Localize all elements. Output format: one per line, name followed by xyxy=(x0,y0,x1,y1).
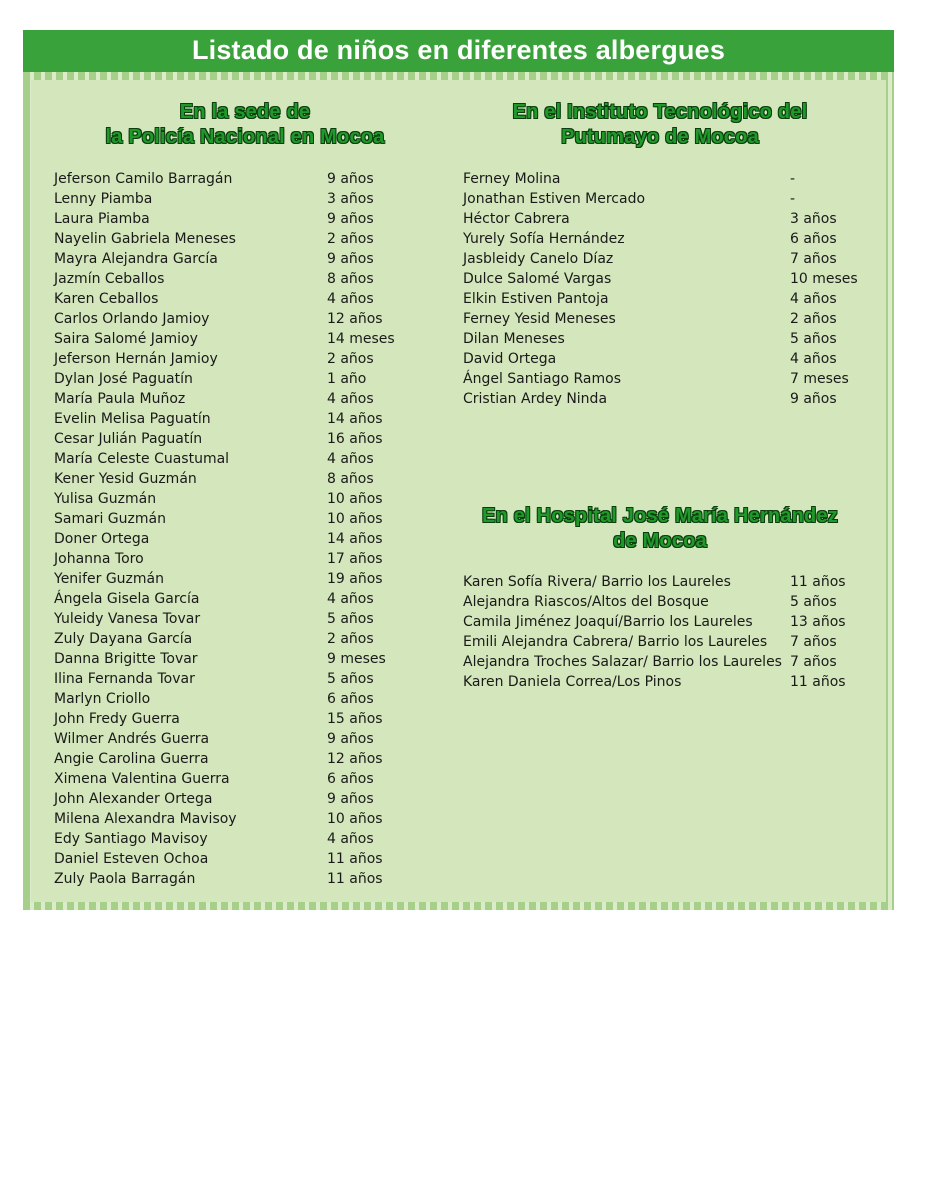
child-name: María Celeste Cuastumal xyxy=(54,451,230,467)
child-age: 15 años xyxy=(327,711,383,727)
list-item xyxy=(54,529,434,549)
list-item xyxy=(54,789,434,809)
list-item xyxy=(54,169,434,189)
list-item xyxy=(54,849,434,869)
child-name: Alejandra Riascos/Altos del Bosque xyxy=(463,594,709,610)
child-name: Kener Yesid Guzmán xyxy=(54,471,197,487)
list-item xyxy=(54,249,434,269)
child-name: Nayelin Gabriela Meneses xyxy=(54,231,236,247)
child-age: 7 meses xyxy=(790,371,849,387)
child-age: - xyxy=(790,171,796,187)
child-age: - xyxy=(790,191,796,207)
list-item xyxy=(463,229,873,249)
child-age: 4 años xyxy=(790,351,837,367)
child-name: Marlyn Criollo xyxy=(54,691,151,707)
child-name: Yulisa Guzmán xyxy=(54,491,157,507)
child-name: Ilina Fernanda Tovar xyxy=(54,671,195,687)
child-name: Cesar Julián Paguatín xyxy=(54,431,203,447)
list-item xyxy=(54,629,434,649)
list-item xyxy=(54,729,434,749)
list-item xyxy=(54,329,434,349)
child-name: Ferney Molina xyxy=(463,171,561,187)
child-age: 4 años xyxy=(327,831,374,847)
list-item xyxy=(463,572,873,592)
child-name: Johanna Toro xyxy=(54,551,144,567)
child-age: 9 meses xyxy=(327,651,386,667)
child-name: Danna Brigitte Tovar xyxy=(54,651,198,667)
child-name: Karen Sofía Rivera/ Barrio los Laureles xyxy=(463,574,731,590)
child-age: 2 años xyxy=(790,311,837,327)
child-age: 4 años xyxy=(327,591,374,607)
list-item xyxy=(54,769,434,789)
list-item xyxy=(463,369,873,389)
child-name: Karen Ceballos xyxy=(54,291,159,307)
list-item xyxy=(54,429,434,449)
child-age: 2 años xyxy=(327,631,374,647)
child-name: Doner Ortega xyxy=(54,531,150,547)
list-item xyxy=(54,349,434,369)
child-name: Ángel Santiago Ramos xyxy=(463,371,621,387)
child-age: 4 años xyxy=(790,291,837,307)
list-item xyxy=(463,652,873,672)
child-age: 2 años xyxy=(327,351,374,367)
page-title: Listado de niños en diferentes albergues xyxy=(23,30,894,72)
child-age: 4 años xyxy=(327,451,374,467)
child-age: 10 años xyxy=(327,811,383,827)
list-item xyxy=(463,632,873,652)
list-item xyxy=(54,589,434,609)
child-age: 6 años xyxy=(327,771,374,787)
list-item xyxy=(54,309,434,329)
list-item xyxy=(54,489,434,509)
child-name: Héctor Cabrera xyxy=(463,211,570,227)
child-age: 14 meses xyxy=(327,331,395,347)
child-name: Emili Alejandra Cabrera/ Barrio los Laureles xyxy=(463,634,768,650)
child-name: Jonathan Estiven Mercado xyxy=(463,191,646,207)
child-age: 11 años xyxy=(327,851,383,867)
child-name: Carlos Orlando Jamioy xyxy=(54,311,210,327)
child-age: 10 años xyxy=(327,511,383,527)
child-age: 19 años xyxy=(327,571,383,587)
child-name: John Alexander Ortega xyxy=(54,791,213,807)
child-age: 8 años xyxy=(327,471,374,487)
child-age: 3 años xyxy=(790,211,837,227)
child-name: Ángela Gisela García xyxy=(54,591,200,607)
section-heading-instituto xyxy=(470,100,850,150)
list-item xyxy=(54,509,434,529)
child-age: 11 años xyxy=(790,574,846,590)
list-item xyxy=(463,269,873,289)
child-age: 9 años xyxy=(790,391,837,407)
child-age: 3 años xyxy=(327,191,374,207)
children-list-hospital xyxy=(463,572,873,692)
child-name: Zuly Dayana García xyxy=(54,631,193,647)
child-age: 9 años xyxy=(327,791,374,807)
list-item xyxy=(54,269,434,289)
child-age: 14 años xyxy=(327,531,383,547)
list-item xyxy=(463,209,873,229)
list-item xyxy=(54,449,434,469)
list-item xyxy=(54,869,434,889)
list-item xyxy=(463,592,873,612)
section-heading-hospital xyxy=(455,504,865,554)
child-age: 5 años xyxy=(790,331,837,347)
child-name: Alejandra Troches Salazar/ Barrio los Laureles xyxy=(463,654,782,670)
list-item xyxy=(54,649,434,669)
list-item xyxy=(54,209,434,229)
child-name: Zuly Paola Barragán xyxy=(54,871,196,887)
child-name: Yenifer Guzmán xyxy=(54,571,164,587)
list-item xyxy=(54,749,434,769)
child-name: Evelin Melisa Paguatín xyxy=(54,411,211,427)
list-item xyxy=(54,389,434,409)
child-age: 11 años xyxy=(327,871,383,887)
child-name: Yurely Sofía Hernández xyxy=(463,231,625,247)
list-item xyxy=(54,229,434,249)
child-name: Mayra Alejandra García xyxy=(54,251,218,267)
child-age: 12 años xyxy=(327,311,383,327)
list-item xyxy=(54,469,434,489)
list-item xyxy=(54,189,434,209)
heading-line: En el Instituto Tecnológico del xyxy=(512,101,808,123)
child-name: Camila Jiménez Joaquí/Barrio los Laureles xyxy=(463,614,753,630)
child-name: Elkin Estiven Pantoja xyxy=(463,291,609,307)
section-heading-policia xyxy=(60,100,430,150)
child-name: Dulce Salomé Vargas xyxy=(463,271,612,287)
list-item xyxy=(463,249,873,269)
heading-line: la Policía Nacional en Mocoa xyxy=(105,126,385,148)
child-age: 5 años xyxy=(327,611,374,627)
child-age: 1 año xyxy=(327,371,367,387)
child-age: 5 años xyxy=(790,594,837,610)
list-item xyxy=(463,189,873,209)
heading-line: de Mocoa xyxy=(613,530,707,552)
list-item xyxy=(54,709,434,729)
list-item xyxy=(54,409,434,429)
child-age: 6 años xyxy=(790,231,837,247)
child-name: Yuleidy Vanesa Tovar xyxy=(54,611,201,627)
list-item xyxy=(54,289,434,309)
child-age: 17 años xyxy=(327,551,383,567)
child-name: Samari Guzmán xyxy=(54,511,166,527)
child-name: Ferney Yesid Meneses xyxy=(463,311,616,327)
child-age: 9 años xyxy=(327,731,374,747)
child-age: 4 años xyxy=(327,391,374,407)
list-item xyxy=(54,829,434,849)
child-age: 11 años xyxy=(790,674,846,690)
child-age: 6 años xyxy=(327,691,374,707)
child-name: Ximena Valentina Guerra xyxy=(54,771,230,787)
list-item xyxy=(54,609,434,629)
child-age: 10 meses xyxy=(790,271,858,287)
heading-line: En el Hospital José María Hernández xyxy=(482,505,838,527)
child-age: 7 años xyxy=(790,654,837,670)
child-age: 10 años xyxy=(327,491,383,507)
child-name: Dilan Meneses xyxy=(463,331,565,347)
child-name: Saira Salomé Jamioy xyxy=(54,331,198,347)
child-age: 9 años xyxy=(327,251,374,267)
child-name: Jazmín Ceballos xyxy=(54,271,165,287)
child-name: Cristian Ardey Ninda xyxy=(463,391,608,407)
heading-line: Putumayo de Mocoa xyxy=(561,126,759,148)
list-item xyxy=(463,672,873,692)
child-age: 9 años xyxy=(327,171,374,187)
child-name: Lenny Piamba xyxy=(54,191,153,207)
list-item xyxy=(54,689,434,709)
child-name: Jeferson Camilo Barragán xyxy=(54,171,233,187)
child-name: María Paula Muñoz xyxy=(54,391,186,407)
list-item xyxy=(54,809,434,829)
child-name: Wilmer Andrés Guerra xyxy=(54,731,210,747)
list-item xyxy=(54,549,434,569)
child-name: Angie Carolina Guerra xyxy=(54,751,209,767)
list-item xyxy=(463,169,873,189)
list-item xyxy=(54,569,434,589)
list-item xyxy=(463,349,873,369)
child-name: Milena Alexandra Mavisoy xyxy=(54,811,237,827)
child-name: Dylan José Paguatín xyxy=(54,371,193,387)
list-item xyxy=(463,309,873,329)
child-name: Laura Piamba xyxy=(54,211,150,227)
child-age: 2 años xyxy=(327,231,374,247)
child-age: 9 años xyxy=(327,211,374,227)
child-age: 8 años xyxy=(327,271,374,287)
list-item xyxy=(463,329,873,349)
list-item xyxy=(54,369,434,389)
children-list-instituto xyxy=(463,169,873,409)
list-item xyxy=(463,612,873,632)
child-age: 12 años xyxy=(327,751,383,767)
child-name: Jasbleidy Canelo Díaz xyxy=(463,251,614,267)
list-item xyxy=(463,289,873,309)
child-name: Daniel Esteven Ochoa xyxy=(54,851,209,867)
child-name: John Fredy Guerra xyxy=(54,711,180,727)
heading-line: En la sede de xyxy=(179,101,311,123)
child-name: Jeferson Hernán Jamioy xyxy=(54,351,218,367)
child-age: 7 años xyxy=(790,634,837,650)
child-age: 13 años xyxy=(790,614,846,630)
child-age: 7 años xyxy=(790,251,837,267)
child-name: Karen Daniela Correa/Los Pinos xyxy=(463,674,682,690)
list-item xyxy=(463,389,873,409)
child-age: 14 años xyxy=(327,411,383,427)
children-list-policia xyxy=(54,169,434,889)
child-age: 5 años xyxy=(327,671,374,687)
child-name: David Ortega xyxy=(463,351,557,367)
child-age: 4 años xyxy=(327,291,374,307)
child-age: 16 años xyxy=(327,431,383,447)
child-name: Edy Santiago Mavisoy xyxy=(54,831,208,847)
list-item xyxy=(54,669,434,689)
